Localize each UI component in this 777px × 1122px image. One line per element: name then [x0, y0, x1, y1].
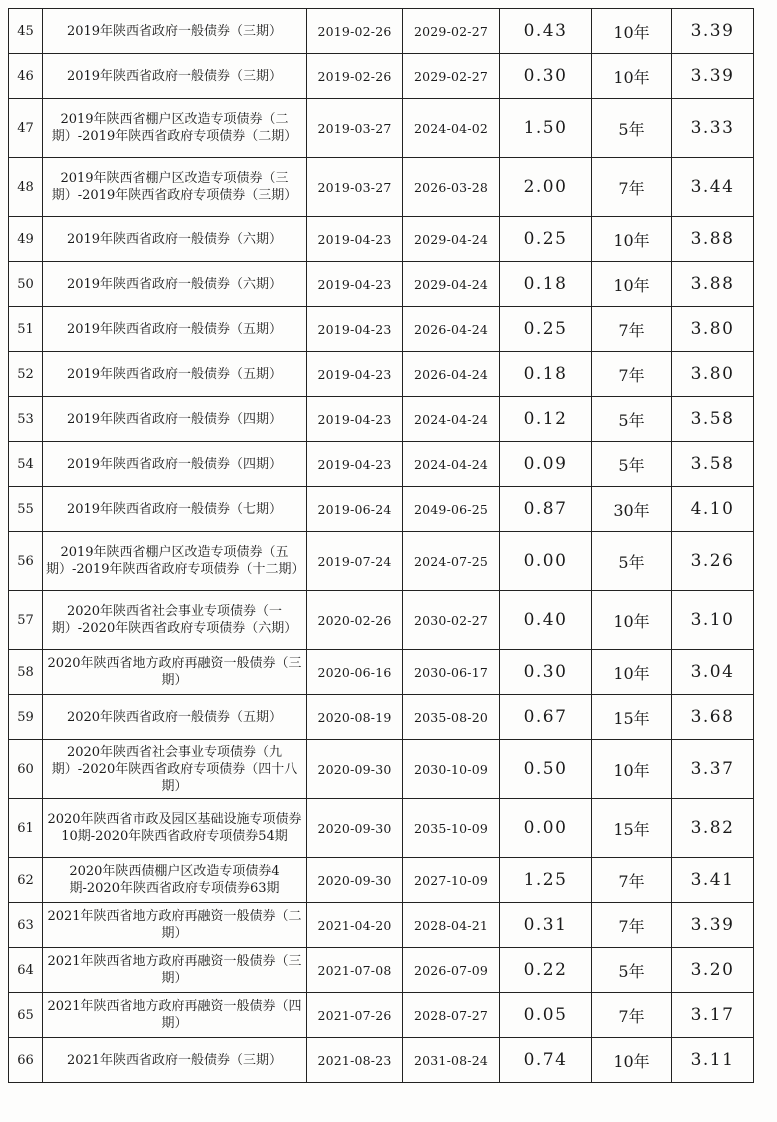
- maturity-date-cell: 2024-04-02: [403, 99, 500, 158]
- term-cell: 10年: [592, 591, 672, 650]
- amount-cell: 0.00: [500, 799, 592, 858]
- issue-date-cell: 2021-04-20: [307, 903, 403, 948]
- maturity-date-cell: 2030-10-09: [403, 740, 500, 799]
- term-cell: 10年: [592, 217, 672, 262]
- interest-rate-cell: 3.37: [672, 740, 754, 799]
- maturity-date-cell: 2026-04-24: [403, 352, 500, 397]
- row-number-cell: 65: [9, 993, 43, 1038]
- row-number-cell: 54: [9, 442, 43, 487]
- term-cell: 7年: [592, 993, 672, 1038]
- term-cell: 10年: [592, 1038, 672, 1083]
- amount-cell: 1.25: [500, 858, 592, 903]
- row-number-cell: 61: [9, 799, 43, 858]
- maturity-date-cell: 2030-06-17: [403, 650, 500, 695]
- maturity-date-cell: 2026-03-28: [403, 158, 500, 217]
- term-cell: 7年: [592, 158, 672, 217]
- term-cell: 5年: [592, 532, 672, 591]
- table-row: [9, 442, 754, 487]
- amount-cell: 0.43: [500, 9, 592, 54]
- table-row: [9, 591, 754, 650]
- issue-date-cell: 2019-02-26: [307, 9, 403, 54]
- amount-cell: 1.50: [500, 99, 592, 158]
- term-cell: 10年: [592, 262, 672, 307]
- table-row: [9, 54, 754, 99]
- maturity-date-cell: 2027-10-09: [403, 858, 500, 903]
- term-cell: 15年: [592, 695, 672, 740]
- term-cell: 5年: [592, 948, 672, 993]
- row-number-cell: 47: [9, 99, 43, 158]
- interest-rate-cell: 3.39: [672, 9, 754, 54]
- term-cell: 15年: [592, 799, 672, 858]
- amount-cell: 0.50: [500, 740, 592, 799]
- bond-name-cell: 2019年陕西省政府一般债券（三期）: [43, 54, 307, 99]
- maturity-date-cell: 2026-04-24: [403, 307, 500, 352]
- issue-date-cell: 2021-08-23: [307, 1038, 403, 1083]
- issue-date-cell: 2019-02-26: [307, 54, 403, 99]
- bond-name-cell: 2021年陕西省政府一般债券（三期）: [43, 1038, 307, 1083]
- issue-date-cell: 2020-08-19: [307, 695, 403, 740]
- row-number-cell: 56: [9, 532, 43, 591]
- row-number-cell: 45: [9, 9, 43, 54]
- maturity-date-cell: 2029-02-27: [403, 9, 500, 54]
- interest-rate-cell: 3.33: [672, 99, 754, 158]
- amount-cell: 0.00: [500, 532, 592, 591]
- interest-rate-cell: 3.68: [672, 695, 754, 740]
- term-cell: 7年: [592, 903, 672, 948]
- bond-name-cell: 2019年陕西省政府一般债券（六期）: [43, 217, 307, 262]
- amount-cell: 0.87: [500, 487, 592, 532]
- bond-table-body: [9, 9, 754, 1083]
- term-cell: 7年: [592, 858, 672, 903]
- bond-name-cell: 2019年陕西省政府一般债券（四期）: [43, 397, 307, 442]
- maturity-date-cell: 2035-08-20: [403, 695, 500, 740]
- bond-name-cell: 2020年陕西债棚户区改造专项债券4期-2020年陕西省政府专项债券63期: [43, 858, 307, 903]
- interest-rate-cell: 3.88: [672, 262, 754, 307]
- interest-rate-cell: 3.20: [672, 948, 754, 993]
- term-cell: 10年: [592, 740, 672, 799]
- term-cell: 30年: [592, 487, 672, 532]
- term-cell: 10年: [592, 9, 672, 54]
- table-row: [9, 948, 754, 993]
- amount-cell: 2.00: [500, 158, 592, 217]
- issue-date-cell: 2019-04-23: [307, 352, 403, 397]
- issue-date-cell: 2021-07-26: [307, 993, 403, 1038]
- amount-cell: 0.09: [500, 442, 592, 487]
- row-number-cell: 58: [9, 650, 43, 695]
- interest-rate-cell: 3.17: [672, 993, 754, 1038]
- bond-name-cell: 2019年陕西省棚户区改造专项债券（五期）-2019年陕西省政府专项债券（十二期）: [43, 532, 307, 591]
- interest-rate-cell: 3.58: [672, 397, 754, 442]
- row-number-cell: 66: [9, 1038, 43, 1083]
- term-cell: 5年: [592, 397, 672, 442]
- interest-rate-cell: 3.41: [672, 858, 754, 903]
- bond-name-cell: 2021年陕西省地方政府再融资一般债券（四期）: [43, 993, 307, 1038]
- row-number-cell: 63: [9, 903, 43, 948]
- issue-date-cell: 2020-02-26: [307, 591, 403, 650]
- row-number-cell: 57: [9, 591, 43, 650]
- maturity-date-cell: 2028-07-27: [403, 993, 500, 1038]
- amount-cell: 0.74: [500, 1038, 592, 1083]
- table-row: [9, 158, 754, 217]
- issue-date-cell: 2019-04-23: [307, 307, 403, 352]
- row-number-cell: 59: [9, 695, 43, 740]
- bond-name-cell: 2019年陕西省政府一般债券（五期）: [43, 352, 307, 397]
- amount-cell: 0.12: [500, 397, 592, 442]
- amount-cell: 0.31: [500, 903, 592, 948]
- row-number-cell: 64: [9, 948, 43, 993]
- maturity-date-cell: 2029-04-24: [403, 262, 500, 307]
- maturity-date-cell: 2035-10-09: [403, 799, 500, 858]
- table-row: [9, 217, 754, 262]
- maturity-date-cell: 2031-08-24: [403, 1038, 500, 1083]
- issue-date-cell: 2019-04-23: [307, 397, 403, 442]
- maturity-date-cell: 2024-04-24: [403, 397, 500, 442]
- maturity-date-cell: 2049-06-25: [403, 487, 500, 532]
- row-number-cell: 53: [9, 397, 43, 442]
- amount-cell: 0.25: [500, 307, 592, 352]
- issue-date-cell: 2020-06-16: [307, 650, 403, 695]
- interest-rate-cell: 3.39: [672, 54, 754, 99]
- row-number-cell: 49: [9, 217, 43, 262]
- bond-name-cell: 2021年陕西省地方政府再融资一般债券（三期）: [43, 948, 307, 993]
- table-row: [9, 262, 754, 307]
- bond-name-cell: 2019年陕西省政府一般债券（七期）: [43, 487, 307, 532]
- amount-cell: 0.18: [500, 262, 592, 307]
- row-number-cell: 62: [9, 858, 43, 903]
- maturity-date-cell: 2028-04-21: [403, 903, 500, 948]
- row-number-cell: 48: [9, 158, 43, 217]
- bond-name-cell: 2019年陕西省政府一般债券（四期）: [43, 442, 307, 487]
- amount-cell: 0.05: [500, 993, 592, 1038]
- interest-rate-cell: 3.58: [672, 442, 754, 487]
- maturity-date-cell: 2029-02-27: [403, 54, 500, 99]
- interest-rate-cell: 3.80: [672, 307, 754, 352]
- term-cell: 7年: [592, 307, 672, 352]
- term-cell: 10年: [592, 650, 672, 695]
- issue-date-cell: 2019-04-23: [307, 262, 403, 307]
- maturity-date-cell: 2024-07-25: [403, 532, 500, 591]
- issue-date-cell: 2019-06-24: [307, 487, 403, 532]
- maturity-date-cell: 2029-04-24: [403, 217, 500, 262]
- amount-cell: 0.22: [500, 948, 592, 993]
- issue-date-cell: 2020-09-30: [307, 858, 403, 903]
- table-row: [9, 799, 754, 858]
- issue-date-cell: 2019-07-24: [307, 532, 403, 591]
- bond-name-cell: 2020年陕西省社会事业专项债券（一期）-2020年陕西省政府专项债券（六期）: [43, 591, 307, 650]
- table-row: [9, 9, 754, 54]
- maturity-date-cell: 2026-07-09: [403, 948, 500, 993]
- row-number-cell: 50: [9, 262, 43, 307]
- maturity-date-cell: 2030-02-27: [403, 591, 500, 650]
- table-row: [9, 532, 754, 591]
- row-number-cell: 52: [9, 352, 43, 397]
- term-cell: 10年: [592, 54, 672, 99]
- maturity-date-cell: 2024-04-24: [403, 442, 500, 487]
- table-row: [9, 650, 754, 695]
- interest-rate-cell: 3.39: [672, 903, 754, 948]
- bond-name-cell: 2020年陕西省市政及园区基础设施专项债券10期-2020年陕西省政府专项债券54期: [43, 799, 307, 858]
- table-row: [9, 99, 754, 158]
- issue-date-cell: 2020-09-30: [307, 740, 403, 799]
- row-number-cell: 60: [9, 740, 43, 799]
- amount-cell: 0.18: [500, 352, 592, 397]
- interest-rate-cell: 3.80: [672, 352, 754, 397]
- amount-cell: 0.40: [500, 591, 592, 650]
- table-row: [9, 307, 754, 352]
- interest-rate-cell: 3.10: [672, 591, 754, 650]
- amount-cell: 0.67: [500, 695, 592, 740]
- issue-date-cell: 2019-03-27: [307, 158, 403, 217]
- issue-date-cell: 2019-04-23: [307, 217, 403, 262]
- interest-rate-cell: 4.10: [672, 487, 754, 532]
- bond-name-cell: 2019年陕西省棚户区改造专项债券（三期）-2019年陕西省政府专项债券（三期）: [43, 158, 307, 217]
- interest-rate-cell: 3.82: [672, 799, 754, 858]
- interest-rate-cell: 3.44: [672, 158, 754, 217]
- interest-rate-cell: 3.11: [672, 1038, 754, 1083]
- issue-date-cell: 2019-03-27: [307, 99, 403, 158]
- table-row: [9, 993, 754, 1038]
- row-number-cell: 46: [9, 54, 43, 99]
- amount-cell: 0.25: [500, 217, 592, 262]
- interest-rate-cell: 3.26: [672, 532, 754, 591]
- bond-name-cell: 2021年陕西省地方政府再融资一般债券（二期）: [43, 903, 307, 948]
- table-row: [9, 695, 754, 740]
- bond-name-cell: 2020年陕西省地方政府再融资一般债券（三期）: [43, 650, 307, 695]
- bond-name-cell: 2019年陕西省政府一般债券（五期）: [43, 307, 307, 352]
- interest-rate-cell: 3.04: [672, 650, 754, 695]
- row-number-cell: 55: [9, 487, 43, 532]
- bond-name-cell: 2020年陕西省社会事业专项债券（九期）-2020年陕西省政府专项债券（四十八期）: [43, 740, 307, 799]
- amount-cell: 0.30: [500, 54, 592, 99]
- bond-table: [8, 8, 754, 1083]
- issue-date-cell: 2021-07-08: [307, 948, 403, 993]
- amount-cell: 0.30: [500, 650, 592, 695]
- issue-date-cell: 2020-09-30: [307, 799, 403, 858]
- bond-name-cell: 2019年陕西省棚户区改造专项债券（二期）-2019年陕西省政府专项债券（二期）: [43, 99, 307, 158]
- table-row: [9, 352, 754, 397]
- term-cell: 7年: [592, 352, 672, 397]
- term-cell: 5年: [592, 99, 672, 158]
- interest-rate-cell: 3.88: [672, 217, 754, 262]
- issue-date-cell: 2019-04-23: [307, 442, 403, 487]
- bond-name-cell: 2019年陕西省政府一般债券（三期）: [43, 9, 307, 54]
- table-row: [9, 397, 754, 442]
- table-row: [9, 487, 754, 532]
- table-row: [9, 903, 754, 948]
- bond-name-cell: 2020年陕西省政府一般债券（五期）: [43, 695, 307, 740]
- table-row: [9, 858, 754, 903]
- row-number-cell: 51: [9, 307, 43, 352]
- bond-name-cell: 2019年陕西省政府一般债券（六期）: [43, 262, 307, 307]
- term-cell: 5年: [592, 442, 672, 487]
- table-row: [9, 1038, 754, 1083]
- table-row: [9, 740, 754, 799]
